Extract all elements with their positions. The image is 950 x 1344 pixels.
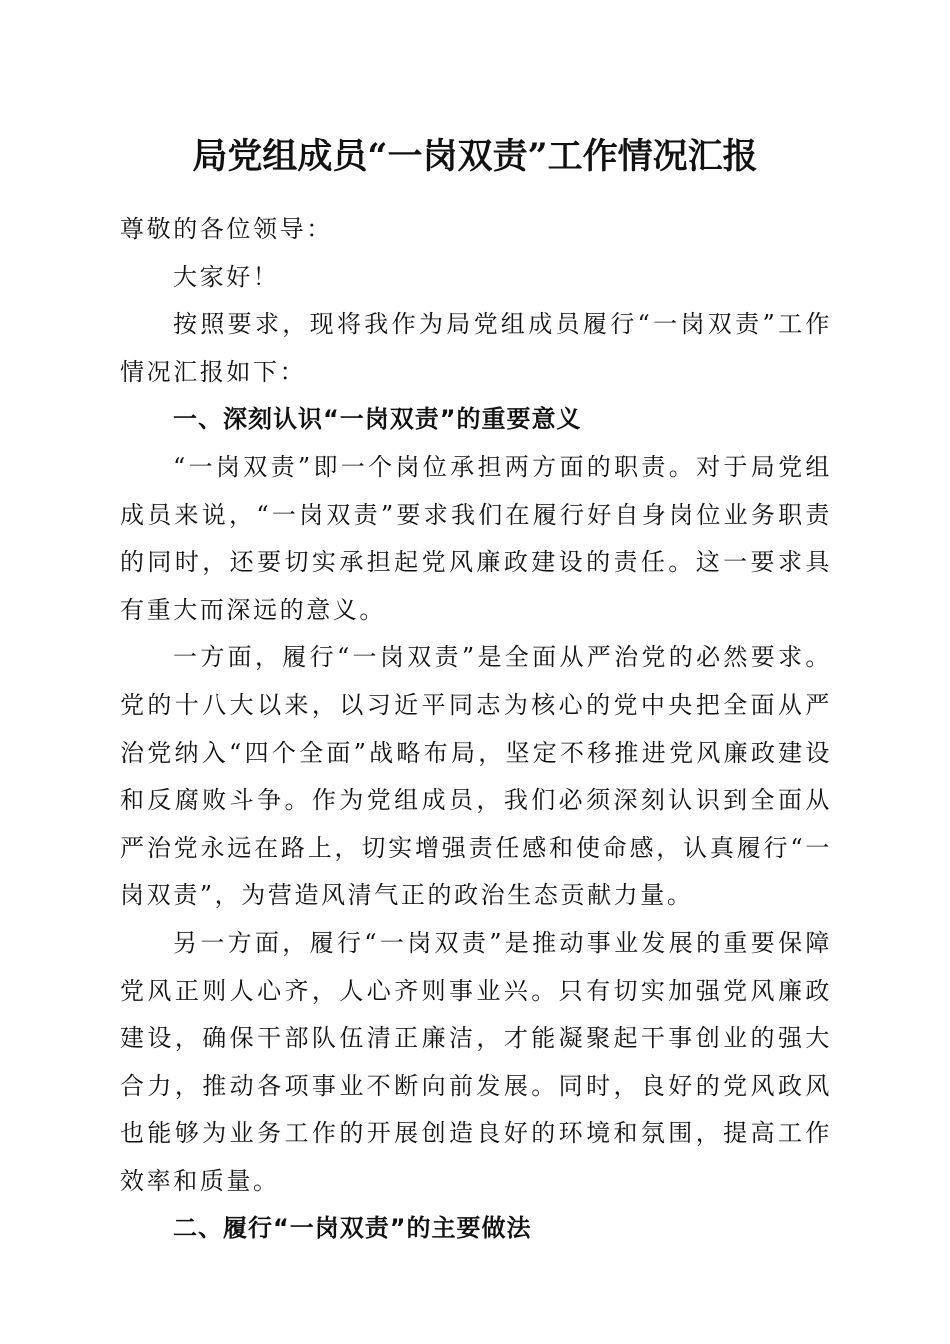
section-heading-2: 二、履行“一岗双责”的主要做法	[173, 1214, 532, 1243]
document-title: 局党组成员“一岗双责”工作情况汇报	[192, 136, 758, 177]
paragraph: 一方面，履行“一岗双责”是全面从严治党的必然要求。党的十八大以来，以习近平同志为核心的党中央把全面从严治党纳入“四个全面”战略布局，坚定不移推进党风廉政建设和反腐败斗争。作为党组成员，我们必须深刻认识到全面从严治党永远在路上，切实增强责任感和使命感，认真履行“一岗双责”，为营造风清气正的政治生态贡献力量。	[120, 643, 832, 910]
section-heading-1: 一、深刻认识“一岗双责”的重要意义	[173, 405, 582, 434]
paragraph: 另一方面，履行“一岗双责”是推动事业发展的重要保障党风正则人心齐，人心齐则事业兴。只有切实加强党风廉政建设，确保干部队伍清正廉洁，才能凝聚起干事创业的强大合力，推动各项事业不断向前发展。同时，良好的党风政风也能够为业务工作的开展创造良好的环境和氛围，提高工作效率和质量。	[120, 928, 832, 1195]
intro-paragraph: 按照要求，现将我作为局党组成员履行“一岗双责”工作情况汇报如下：	[120, 310, 832, 386]
greeting: 大家好！	[173, 262, 280, 291]
document-body	[120, 206, 832, 1253]
salutation: 尊敬的各位领导：	[120, 215, 333, 243]
paragraph: “一岗双责”即一个岗位承担两方面的职责。对于局党组成员来说，“一岗双责”要求我们在履行好自身岗位业务职责的同时，还要切实承担起党风廉政建设的责任。这一要求具有重大而深远的意义。	[120, 452, 832, 624]
